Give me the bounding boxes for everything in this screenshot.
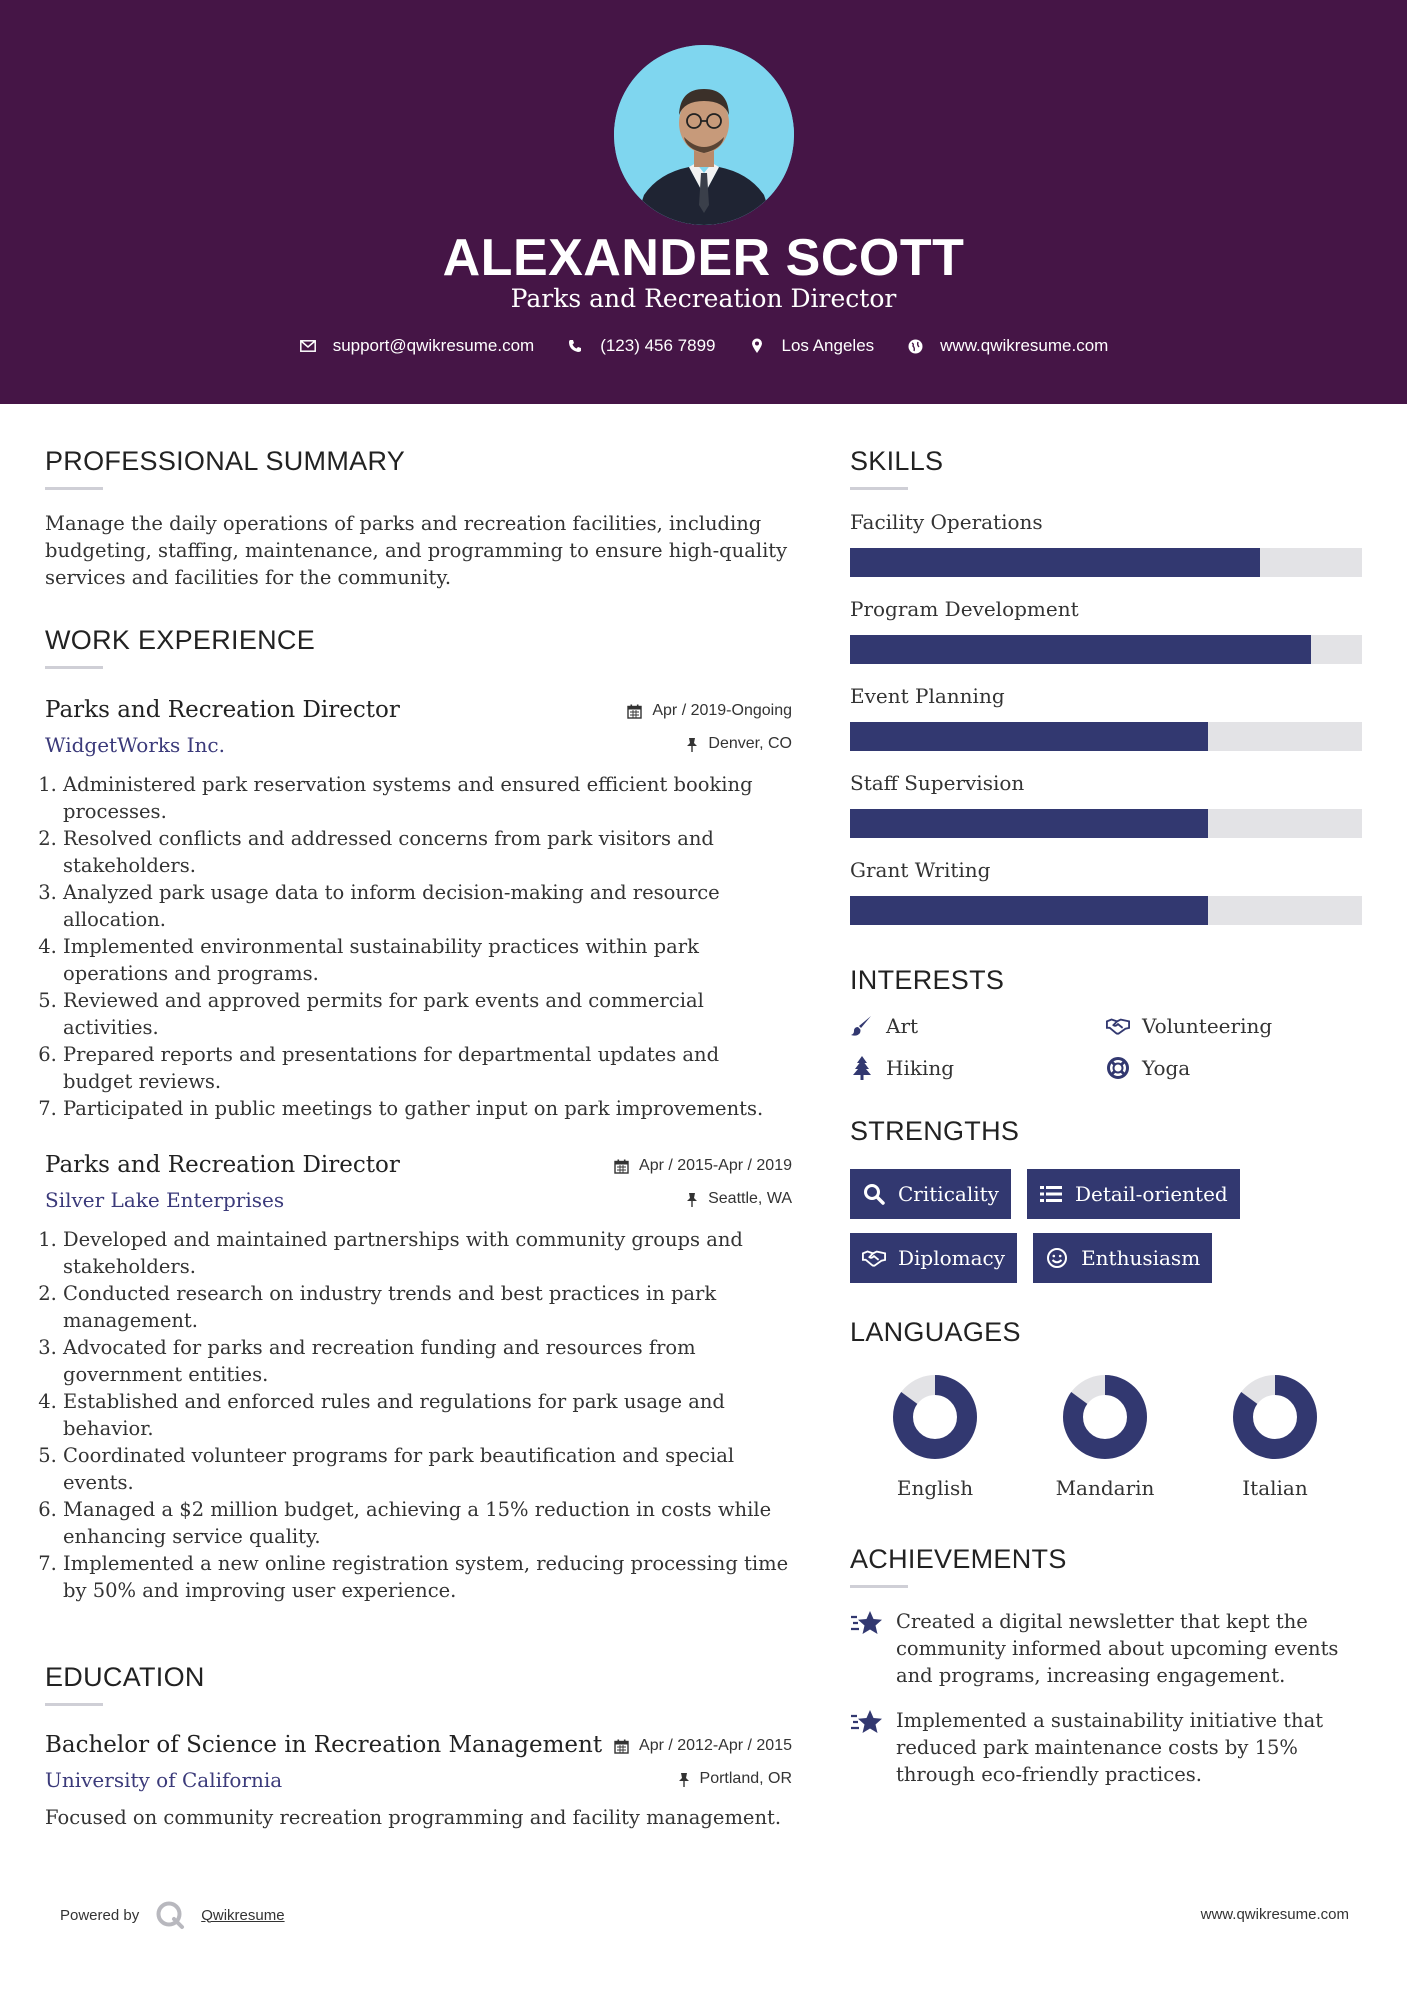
heading-underline <box>45 487 103 490</box>
summary-text: Manage the daily operations of parks and recreation facilities, including budgeting, staffing, maintenance, and programming to ensure high-quality services and facilities for the community. <box>45 512 788 589</box>
right-column <box>850 446 1364 1788</box>
job-company: WidgetWorks Inc. <box>45 733 225 757</box>
heading-underline <box>850 487 908 490</box>
language-name: Mandarin <box>1055 1476 1155 1500</box>
tree-icon <box>850 1056 874 1080</box>
job-bullet: 4. Implemented environmental sustainability practices within park operations and programs. <box>63 933 792 987</box>
skill-bar-fill <box>850 809 1208 838</box>
phone-icon <box>566 337 584 355</box>
candidate-title: Parks and Recreation Director <box>510 284 897 313</box>
skill-item <box>850 771 1364 838</box>
star-icon <box>850 1707 884 1737</box>
resume-header <box>0 0 1407 404</box>
heading-underline <box>45 666 103 669</box>
skill-bar-fill <box>850 896 1208 925</box>
interest-item <box>850 1056 1106 1080</box>
job-title: Parks and Recreation Director <box>45 697 400 723</box>
school-name: University of California <box>45 1768 283 1792</box>
job-bullet: 6. Managed a $2 million budget, achieving a 15% reduction in costs while enhancing service quality. <box>63 1496 792 1550</box>
contact-location <box>748 336 875 356</box>
skill-bar-track <box>850 896 1362 925</box>
job-date <box>627 702 792 720</box>
degree-title: Bachelor of Science in Recreation Management <box>45 1732 603 1758</box>
experience-section <box>45 625 792 1604</box>
strength-chip <box>1033 1233 1212 1283</box>
education-date-text: Apr / 2012-Apr / 2015 <box>639 1737 792 1754</box>
contact-email-text: support@qwikresume.com <box>332 336 535 355</box>
contact-location-text: Los Angeles <box>781 336 875 355</box>
envelope-icon <box>299 337 317 355</box>
job-bullet: 2. Resolved conflicts and addressed concerns from park visitors and stakeholders. <box>63 825 792 879</box>
strength-chip <box>850 1233 1017 1283</box>
job-location-text: Seattle, WA <box>708 1190 792 1207</box>
star-icon <box>850 1608 884 1638</box>
job-company: Silver Lake Enterprises <box>45 1188 285 1212</box>
interest-item <box>1106 1014 1362 1038</box>
achievement-item <box>850 1608 1364 1689</box>
search-icon <box>862 1182 886 1206</box>
skill-name: Grant Writing <box>850 858 991 882</box>
education-date <box>614 1737 792 1755</box>
pushpin-icon <box>686 1192 698 1207</box>
job-bullet: 5. Reviewed and approved permits for park events and commercial activities. <box>63 987 792 1041</box>
contact-phone[interactable] <box>566 336 715 356</box>
candidate-name: ALEXANDER SCOTT <box>442 229 965 287</box>
handshake-icon <box>1106 1014 1130 1038</box>
education-location <box>678 1770 792 1788</box>
strength-label: Detail-oriented <box>1074 1182 1228 1206</box>
job-date-text: Apr / 2015-Apr / 2019 <box>639 1157 792 1174</box>
strengths-heading: STRENGTHS <box>850 1116 1020 1146</box>
job-location <box>686 1190 792 1208</box>
contact-phone-text: (123) 456 7899 <box>600 336 716 355</box>
calendar-icon <box>614 1739 629 1754</box>
interest-label: Yoga <box>1142 1056 1191 1080</box>
skill-bar-fill <box>850 722 1208 751</box>
heading-underline <box>850 1585 908 1588</box>
interests-section <box>850 965 1364 1080</box>
education-location-text: Portland, OR <box>699 1770 792 1787</box>
achievements-heading: ACHIEVEMENTS <box>850 1544 1067 1574</box>
avatar <box>614 45 794 225</box>
job-date <box>614 1157 792 1175</box>
job-title: Parks and Recreation Director <box>45 1152 400 1178</box>
contact-website[interactable] <box>906 336 1108 356</box>
interests-list <box>850 1014 1364 1080</box>
language-donut <box>892 1374 978 1460</box>
achievement-text: Implemented a sustainability initiative that reduced park maintenance costs by 15% through eco-friendly practices. <box>896 1709 1324 1786</box>
job-bullets <box>45 1226 792 1604</box>
strengths-section <box>850 1116 1364 1283</box>
skill-name: Facility Operations <box>850 510 1043 534</box>
skill-item <box>850 858 1364 925</box>
interest-item <box>850 1014 1106 1038</box>
map-pin-icon <box>748 337 766 355</box>
skill-bar-track <box>850 548 1362 577</box>
handshake-icon <box>862 1246 886 1270</box>
contact-email[interactable] <box>299 336 535 356</box>
job-bullet: 5. Coordinated volunteer programs for park beautification and special events. <box>63 1442 792 1496</box>
contact-website-text: www.qwikresume.com <box>940 336 1109 355</box>
heading-underline <box>45 1703 103 1706</box>
contact-bar <box>0 336 1407 356</box>
language-donut <box>1232 1374 1318 1460</box>
left-column <box>45 446 792 1831</box>
achievement-item <box>850 1707 1364 1788</box>
job-bullets <box>45 771 792 1122</box>
job-bullet: 6. Prepared reports and presentations for departmental updates and budget reviews. <box>63 1041 792 1095</box>
job-bullet: 3. Advocated for parks and recreation funding and resources from government entities. <box>63 1334 792 1388</box>
strength-label: Criticality <box>898 1182 999 1206</box>
strength-label: Enthusiasm <box>1081 1246 1201 1270</box>
education-section <box>45 1662 792 1831</box>
job-bullet: 2. Conducted research on industry trends and best practices in park management. <box>63 1280 792 1334</box>
job-bullet: 7. Participated in public meetings to gather input on park improvements. <box>63 1095 792 1122</box>
education-entry <box>45 1732 792 1831</box>
summary-heading: PROFESSIONAL SUMMARY <box>45 446 406 476</box>
interest-label: Hiking <box>886 1056 955 1080</box>
job-entry <box>45 1152 792 1604</box>
skill-bar-track <box>850 809 1362 838</box>
skill-name: Program Development <box>850 597 1079 621</box>
job-location-text: Denver, CO <box>708 735 792 752</box>
skills-list <box>850 510 1364 925</box>
skills-heading: SKILLS <box>850 446 944 476</box>
globe-icon <box>906 337 924 355</box>
skill-bar-fill <box>850 548 1260 577</box>
pushpin-icon <box>686 737 698 752</box>
pushpin-icon <box>678 1772 690 1787</box>
language-name: Italian <box>1242 1476 1308 1500</box>
strength-label: Diplomacy <box>898 1246 1006 1270</box>
smile-icon <box>1045 1246 1069 1270</box>
qwikresume-logo-icon <box>155 1900 185 1930</box>
job-bullet: 7. Implemented a new online registration system, reducing processing time by 50% and improving user experience. <box>63 1550 792 1604</box>
list-icon <box>1039 1182 1063 1206</box>
skill-item <box>850 684 1364 751</box>
job-bullet: 1. Developed and maintained partnerships with community groups and stakeholders. <box>63 1226 792 1280</box>
language-item <box>850 1374 1020 1500</box>
skill-name: Staff Supervision <box>850 771 1025 795</box>
calendar-icon <box>614 1159 629 1174</box>
job-bullet: 3. Analyzed park usage data to inform decision-making and resource allocation. <box>63 879 792 933</box>
footer-branding <box>60 1900 285 1930</box>
interest-label: Art <box>886 1014 919 1038</box>
language-name: English <box>896 1476 974 1500</box>
skill-item <box>850 597 1364 664</box>
interest-item <box>1106 1056 1362 1080</box>
job-bullet: 4. Established and enforced rules and regulations for park usage and behavior. <box>63 1388 792 1442</box>
paintbrush-icon <box>850 1014 874 1038</box>
languages-list <box>850 1374 1364 1500</box>
strength-chip <box>850 1169 1011 1219</box>
achievement-text: Created a digital newsletter that kept the community informed about upcoming events and programs, increasing engagement. <box>896 1610 1339 1687</box>
skill-name: Event Planning <box>850 684 1005 708</box>
job-date-text: Apr / 2019-Ongoing <box>652 702 792 719</box>
skill-bar-fill <box>850 635 1311 664</box>
powered-by-label: Powered by <box>60 1906 140 1924</box>
language-item <box>1020 1374 1190 1500</box>
achievements-section <box>850 1544 1364 1788</box>
job-bullet: 1. Administered park reservation systems and ensured efficient booking processes. <box>63 771 792 825</box>
skills-section <box>850 446 1364 925</box>
calendar-icon <box>627 704 642 719</box>
language-item <box>1190 1374 1360 1500</box>
education-heading: EDUCATION <box>45 1662 205 1692</box>
experience-heading: WORK EXPERIENCE <box>45 625 316 655</box>
languages-heading: LANGUAGES <box>850 1317 1021 1347</box>
skill-bar-track <box>850 722 1362 751</box>
skill-bar-track <box>850 635 1362 664</box>
profile-photo <box>614 45 794 225</box>
lifebuoy-icon <box>1106 1056 1130 1080</box>
language-donut <box>1062 1374 1148 1460</box>
qwikresume-link[interactable]: Qwikresume <box>201 1906 285 1924</box>
job-entry <box>45 697 792 1122</box>
job-location <box>686 735 792 753</box>
skill-item <box>850 510 1364 577</box>
footer-website[interactable]: www.qwikresume.com <box>1200 1906 1349 1923</box>
interest-label: Volunteering <box>1142 1014 1273 1038</box>
strength-chip <box>1027 1169 1240 1219</box>
languages-section <box>850 1317 1364 1500</box>
strengths-list <box>850 1169 1270 1283</box>
summary-section <box>45 446 792 591</box>
interests-heading: INTERESTS <box>850 965 1005 995</box>
education-description: Focused on community recreation programming and facility management. <box>45 1806 782 1829</box>
